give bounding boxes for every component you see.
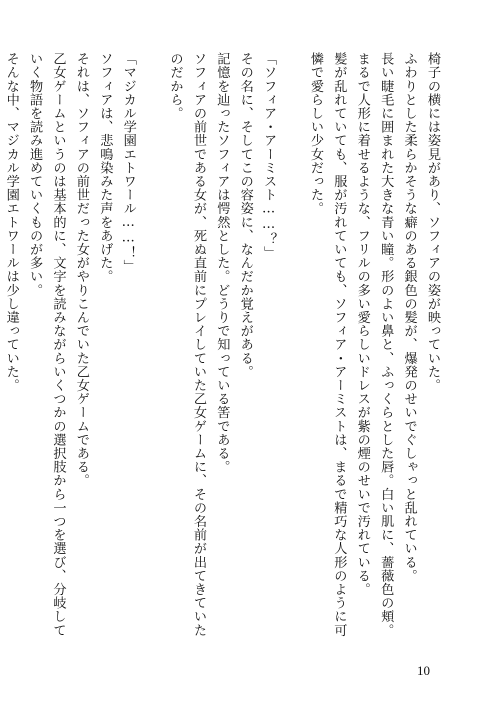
blank-line xyxy=(140,52,163,656)
vertical-text-body xyxy=(0,52,444,656)
text-line: いく物語を読み進めていくものが多い。 xyxy=(27,52,43,297)
text-line: そんな中、マジカル学園エトワールは少し違っていた。 xyxy=(3,52,19,392)
dialogue-line: 「ソフィア・アーミスト……？」 xyxy=(261,52,277,260)
dialogue-line: 「マジカル学園エトワール……！」 xyxy=(120,52,136,274)
blank-line xyxy=(280,52,303,656)
text-line: ソフィアは、悲鳴染みた声をあげた。 xyxy=(97,52,113,284)
text-line: まるで人形に着せるような、フリルの多い愛らしいドレスが紫の煙のせいで汚れている。 xyxy=(354,52,370,596)
text-line: 乙女ゲームというのは基本的に、文字を読みながらいくつかの選択肢から一つを選び、分岐して xyxy=(50,52,66,637)
text-line: 長い睫毛に囲まれた大きな青い瞳。形のよい鼻と、ふっくらとした唇。白い肌に、薔薇色の頬。 xyxy=(378,52,394,637)
text-line: ソフィアの前世である女が、死ぬ直前にプレイしていた乙女ゲームに、その名前が出てきていた xyxy=(190,52,206,637)
page-number: 10 xyxy=(417,663,430,678)
text-line: それは、ソフィアの前世だった女がやりこんでいた乙女ゲームである。 xyxy=(73,52,89,488)
text-line: 憐で愛らしい少女だった。 xyxy=(307,52,323,216)
text-line: その名に、そしてこの容姿に、なんだか覚えがある。 xyxy=(237,52,253,379)
text-line: ふわりとした柔らかそうな癖のある銀色の髪が、爆発のせいでぐしゃっと乱れている。 xyxy=(401,52,417,583)
text-line: 記憶を辿ったソフィアは愕然とした。どうりで知っている筈である。 xyxy=(214,52,230,474)
text-line: のだから。 xyxy=(167,52,183,120)
text-line: 髪が乱れていても、服が汚れていても、ソフィア・アーミストは、まるで精巧な人形のように可 xyxy=(331,52,347,637)
text-line: 椅子の横には姿見があり、ソフィアの姿が映っていた。 xyxy=(425,52,440,392)
